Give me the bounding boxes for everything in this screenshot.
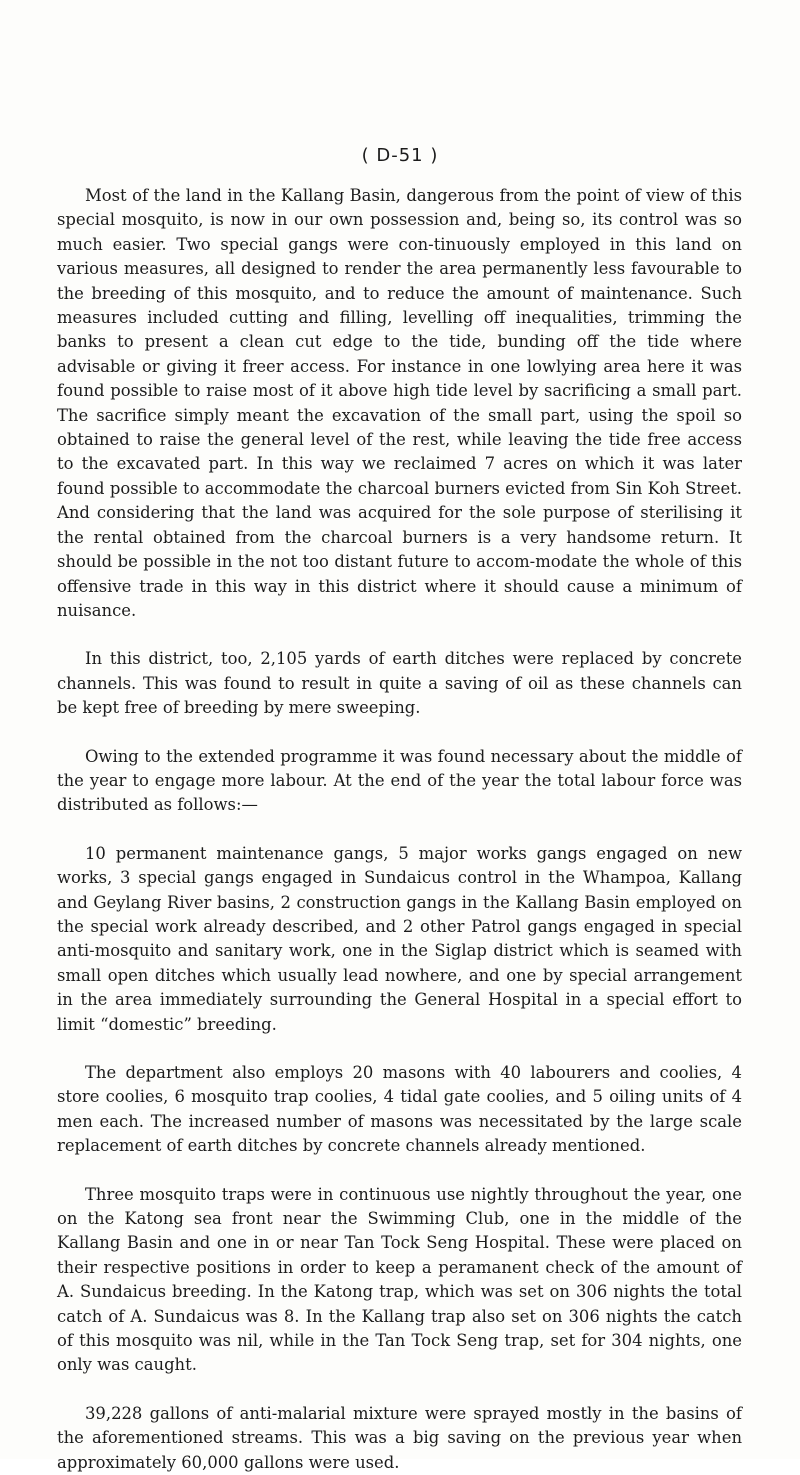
paragraph-labour-increase: Owing to the extended programme it was found necessary about the middle of the year to engage more labour. At the end of the year the total labour force was distributed as follows:—: [57, 746, 742, 815]
paragraph-kallang-basin: Most of the land in the Kallang Basin, dangerous from the point of view of this special mosquito, is now in our own possession and, being so, its control was so much easier. Two special gangs were con-tinuously employed in this land on various measures, all designed to render the area permanently less favourable to the breeding of this mosquito, and to reduce the amount of maintenance. Such measures included cutting and filling, levelling off inequalities, trimming the banks to present a clean cut edge to the tide, bunding off the tide where advisable or giving it freer access. For instance in one lowlying area here it was found possible to raise most of it above high tide level by sacrificing a small part. The sacrifice simply meant the excavation of the small part, using the spoil so obtained to raise the general level of the rest, while leaving the tide free access to the excavated part. In this way we reclaimed 7 acres on which it was later found possible to accommodate the charcoal burners evicted from Sin Koh Street. And considering that the land was acquired for the sole purpose of sterilising it the rental obtained from the charcoal burners is a very handsome return. It should be possible in the not too distant future to accom-modate the whole of this offensive trade in this way in this district where it should cause a minimum of nuisance.: [57, 186, 742, 620]
paragraph-concrete-channels: In this district, too, 2,105 yards of earth ditches were replaced by concrete channels. This was found to result in quite a saving of oil as these channels can be kept free of breeding by mere sweeping.: [57, 649, 742, 718]
paragraph-mosquito-traps: Three mosquito traps were in continuous use nightly throughout the year, one on the Katong sea front near the Swimming Club, one in the middle of the Kallang Basin and one in or near Tan Tock Seng Hospital. These were placed on their respective positions in order to keep a peramanent check of the amount of A. Sundaicus breeding. In the Katong trap, which was set on 306 nights the total catch of A. Sundaicus was 8. In the Kallang trap also set on 306 nights the catch of this mosquito was nil, while in the Tan Tock Seng trap, set for 304 nights, one only was caught.: [57, 1184, 742, 1375]
paragraph-anti-malarial-mixture: 39,228 gallons of anti-malarial mixture were sprayed mostly in the basins of the aforementioned streams. This was a big saving on the previous year when approximately 60,000 gallons were used.: [57, 1403, 742, 1472]
body-text: [57, 184, 742, 1475]
paragraph-labour-distribution: 10 permanent maintenance gangs, 5 major works gangs engaged on new works, 3 special gangs engaged in Sundaicus control in the Whampoa, Kallang and Geylang River basins, 2 construction gangs in the Kallang Basin employed on the special work already described, and 2 other Patrol gangs engaged in special anti-mosquito and sanitary work, one in the Siglap district which is seamed with small open ditches which usually lead nowhere, and one by special arrangement in the area immediately surrounding the General Hospital in a special effort to limit “domestic” breeding.: [57, 843, 742, 1034]
paragraph-masons: The department also employs 20 masons with 40 labourers and coolies, 4 store coolies, 6 mosquito trap coolies, 4 tidal gate coolies, and 5 oiling units of 4 men each. The increased number of masons was necessitated by the large scale replacement of earth ditches by concrete channels already mentioned.: [57, 1063, 742, 1156]
page-number: ( D-51 ): [361, 145, 439, 166]
